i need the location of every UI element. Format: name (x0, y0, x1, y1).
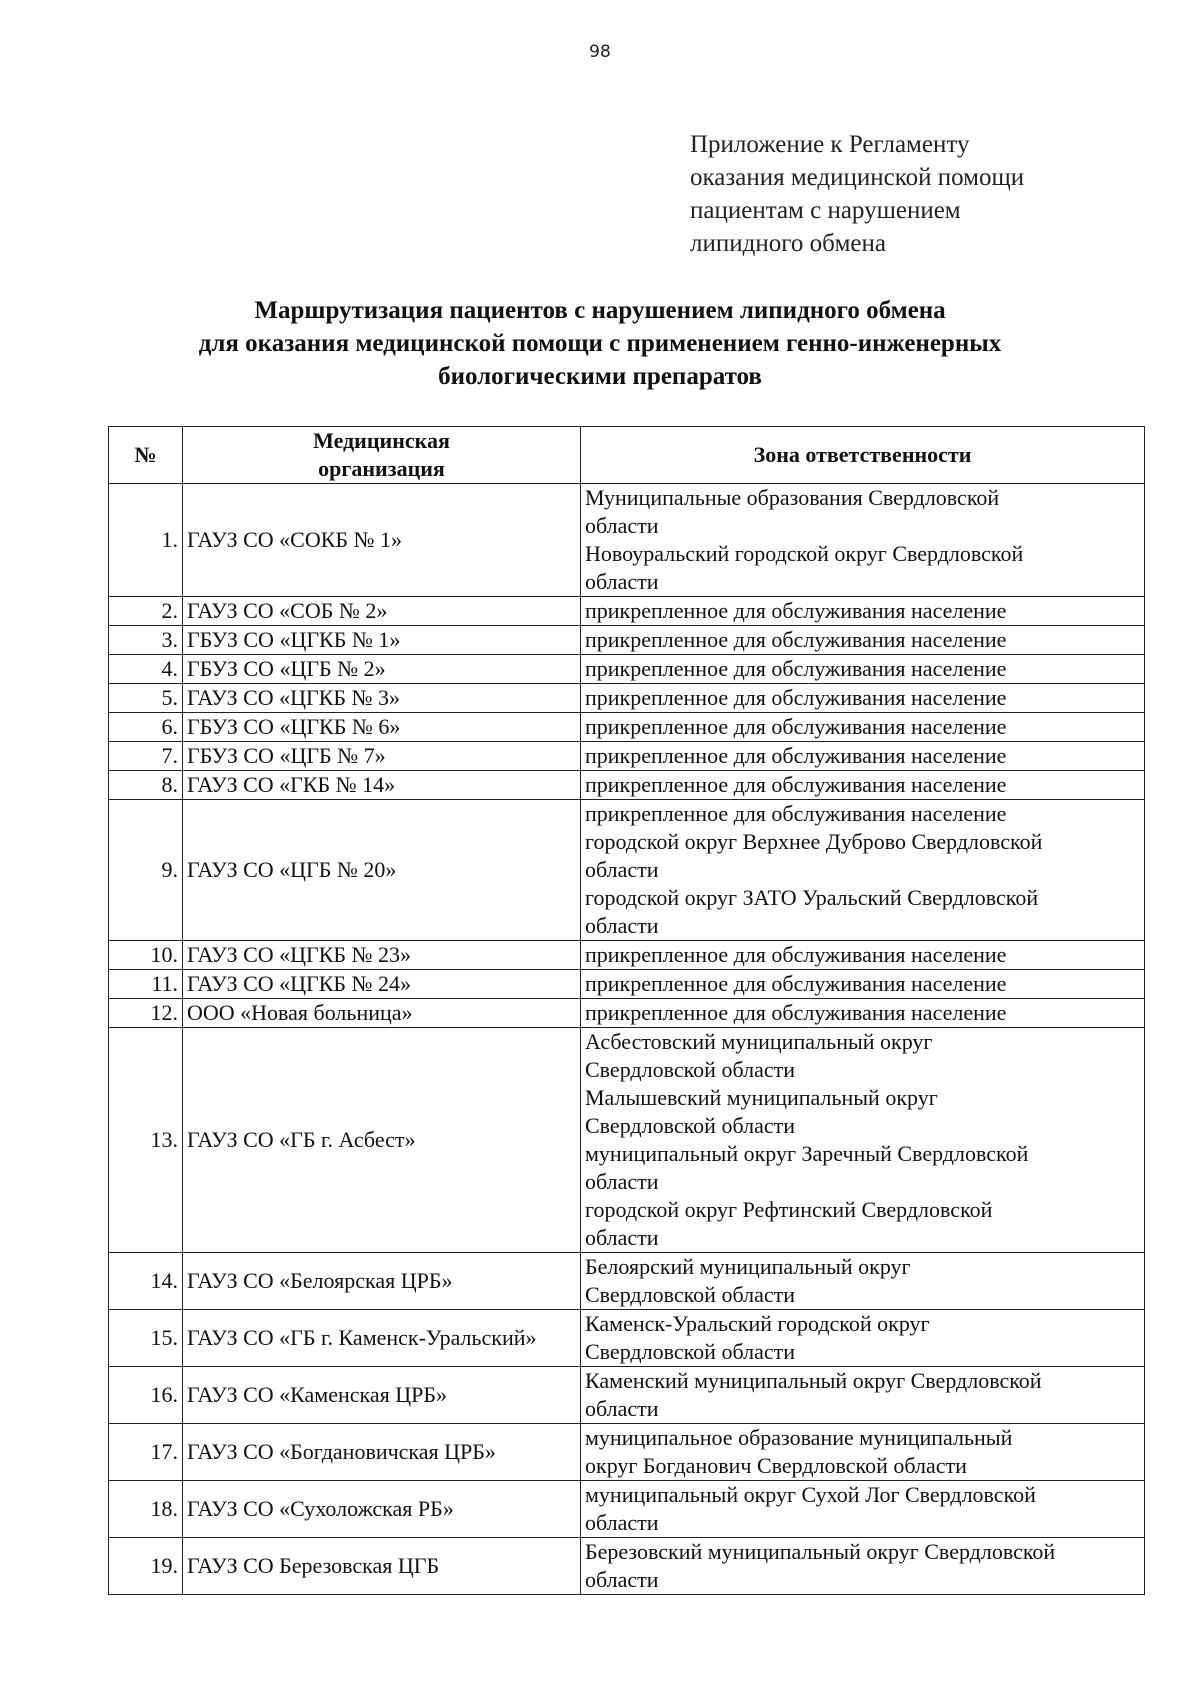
zone-line: прикрепленное для обслуживания население (585, 598, 1007, 623)
zone-line: области (585, 1169, 659, 1194)
zone-line: прикрепленное для обслуживания население (585, 1000, 1007, 1025)
organization-cell: ГАУЗ СО «ГБ г. Каменск-Уральский» (183, 1310, 581, 1367)
zone-cell (581, 1424, 1145, 1481)
table-row (109, 742, 1145, 771)
row-number: 16. (109, 1367, 183, 1424)
zone-line: Малышевский муниципальный округ (585, 1085, 938, 1110)
zone-cell (581, 1367, 1145, 1424)
zone-line: Асбестовский муниципальный округ (585, 1029, 933, 1054)
zone-cell (581, 1538, 1145, 1595)
row-number: 3. (109, 626, 183, 655)
zone-line: области (585, 569, 659, 594)
title-line: биологическими препаратов (438, 363, 762, 390)
table-row (109, 1028, 1145, 1253)
appendix-line: оказания медицинской помощи (690, 164, 1025, 191)
organization-cell: ГБУЗ СО «ЦГКБ № 1» (183, 626, 581, 655)
zone-line: Каменский муниципальный округ Свердловской (585, 1368, 1042, 1393)
zone-line: прикрепленное для обслуживания население (585, 714, 1007, 739)
zone-line: области (585, 1225, 659, 1250)
zone-line: Свердловской области (585, 1282, 795, 1307)
zone-cell (581, 742, 1145, 771)
row-number: 10. (109, 941, 183, 970)
organization-cell: ГАУЗ СО «Богдановичская ЦРБ» (183, 1424, 581, 1481)
zone-line: области (585, 513, 659, 538)
table-row (109, 597, 1145, 626)
zone-cell (581, 626, 1145, 655)
zone-line: Свердловской области (585, 1339, 795, 1364)
table-row (109, 999, 1145, 1028)
table-row (109, 771, 1145, 800)
appendix-line: Приложение к Регламенту (690, 131, 970, 158)
row-number: 1. (109, 484, 183, 597)
zone-cell (581, 1481, 1145, 1538)
organization-cell: ГАУЗ СО Березовская ЦГБ (183, 1538, 581, 1595)
appendix-note (690, 128, 1170, 260)
title-line: Маршрутизация пациентов с нарушением липидного обмена (254, 297, 946, 324)
zone-cell (581, 655, 1145, 684)
row-number: 12. (109, 999, 183, 1028)
zone-line: муниципальный округ Заречный Свердловской (585, 1141, 1029, 1166)
table-row (109, 1424, 1145, 1481)
table-row (109, 1310, 1145, 1367)
zone-line: области (585, 1510, 659, 1535)
header-zone: Зона ответственности (581, 427, 1145, 484)
row-number: 19. (109, 1538, 183, 1595)
zone-cell (581, 941, 1145, 970)
appendix-line: пациентам с нарушением (690, 197, 961, 224)
zone-line: прикрепленное для обслуживания население (585, 685, 1007, 710)
zone-line: прикрепленное для обслуживания население (585, 656, 1007, 681)
zone-cell (581, 800, 1145, 941)
zone-line: городской округ ЗАТО Уральский Свердловской (585, 885, 1039, 910)
zone-cell (581, 484, 1145, 597)
zone-line: муниципальный округ Сухой Лог Свердловской (585, 1482, 1036, 1507)
zone-line: Березовский муниципальный округ Свердловской (585, 1539, 1056, 1564)
organization-cell: ГАУЗ СО «СОБ № 2» (183, 597, 581, 626)
zone-line: Белоярский муниципальный округ (585, 1254, 911, 1279)
routing-table (108, 426, 1145, 1595)
table-row (109, 484, 1145, 597)
table-row (109, 1367, 1145, 1424)
document-title (100, 294, 1100, 393)
zone-line: Свердловской области (585, 1113, 795, 1138)
header-organization-line: организация (318, 456, 445, 481)
row-number: 13. (109, 1028, 183, 1253)
table-row (109, 1481, 1145, 1538)
zone-line: прикрепленное для обслуживания население (585, 971, 1007, 996)
row-number: 8. (109, 771, 183, 800)
header-number: № (109, 427, 183, 484)
zone-cell (581, 970, 1145, 999)
table-row (109, 684, 1145, 713)
organization-cell: ГАУЗ СО «ЦГКБ № 24» (183, 970, 581, 999)
organization-cell: ГАУЗ СО «Сухоложская РБ» (183, 1481, 581, 1538)
zone-line: прикрепленное для обслуживания население (585, 627, 1007, 652)
zone-line: Муниципальные образования Свердловской (585, 485, 1000, 510)
zone-line: области (585, 1396, 659, 1421)
zone-line: округ Богданович Свердловской области (585, 1453, 967, 1478)
row-number: 7. (109, 742, 183, 771)
zone-line: области (585, 913, 659, 938)
table-row (109, 1538, 1145, 1595)
zone-cell (581, 684, 1145, 713)
table-row (109, 1253, 1145, 1310)
zone-line: городской округ Рефтинский Свердловской (585, 1197, 993, 1222)
header-organization (183, 427, 581, 484)
organization-cell: ГАУЗ СО «ГБ г. Асбест» (183, 1028, 581, 1253)
row-number: 5. (109, 684, 183, 713)
row-number: 4. (109, 655, 183, 684)
zone-cell (581, 771, 1145, 800)
row-number: 11. (109, 970, 183, 999)
zone-line: Новоуральский городской округ Свердловской (585, 541, 1024, 566)
row-number: 2. (109, 597, 183, 626)
zone-line: прикрепленное для обслуживания население (585, 772, 1007, 797)
row-number: 6. (109, 713, 183, 742)
organization-cell: ГАУЗ СО «ГКБ № 14» (183, 771, 581, 800)
zone-line: муниципальное образование муниципальный (585, 1425, 1013, 1450)
organization-cell: ГАУЗ СО «Каменская ЦРБ» (183, 1367, 581, 1424)
table-body (109, 484, 1145, 1595)
table-row (109, 800, 1145, 941)
row-number: 18. (109, 1481, 183, 1538)
zone-cell (581, 1028, 1145, 1253)
organization-cell: ООО «Новая больница» (183, 999, 581, 1028)
organization-cell: ГБУЗ СО «ЦГБ № 2» (183, 655, 581, 684)
table-row (109, 655, 1145, 684)
header-organization-line: Медицинская (313, 428, 450, 453)
table-row (109, 626, 1145, 655)
row-number: 14. (109, 1253, 183, 1310)
appendix-line: липидного обмена (690, 230, 886, 257)
zone-cell (581, 1253, 1145, 1310)
table-header-row (109, 427, 1145, 484)
organization-cell: ГБУЗ СО «ЦГКБ № 6» (183, 713, 581, 742)
organization-cell: ГАУЗ СО «ЦГКБ № 23» (183, 941, 581, 970)
zone-cell (581, 597, 1145, 626)
zone-line: Каменск-Уральский городской округ (585, 1311, 930, 1336)
row-number: 15. (109, 1310, 183, 1367)
zone-line: области (585, 857, 659, 882)
zone-line: Свердловской области (585, 1057, 795, 1082)
zone-line: прикрепленное для обслуживания население (585, 743, 1007, 768)
zone-line: прикрепленное для обслуживания население (585, 942, 1007, 967)
organization-cell: ГАУЗ СО «ЦГКБ № 3» (183, 684, 581, 713)
page-number: 98 (589, 42, 611, 62)
zone-line: городской округ Верхнее Дуброво Свердловской (585, 829, 1043, 854)
zone-cell (581, 999, 1145, 1028)
organization-cell: ГБУЗ СО «ЦГБ № 7» (183, 742, 581, 771)
organization-cell: ГАУЗ СО «Белоярская ЦРБ» (183, 1253, 581, 1310)
zone-cell (581, 1310, 1145, 1367)
row-number: 17. (109, 1424, 183, 1481)
zone-line: области (585, 1567, 659, 1592)
row-number: 9. (109, 800, 183, 941)
zone-cell (581, 713, 1145, 742)
organization-cell: ГАУЗ СО «ЦГБ № 20» (183, 800, 581, 941)
table-row (109, 941, 1145, 970)
title-line: для оказания медицинской помощи с применением генно-инженерных (198, 330, 1002, 357)
organization-cell: ГАУЗ СО «СОКБ № 1» (183, 484, 581, 597)
zone-line: прикрепленное для обслуживания население (585, 801, 1007, 826)
table-row (109, 713, 1145, 742)
table-row (109, 970, 1145, 999)
